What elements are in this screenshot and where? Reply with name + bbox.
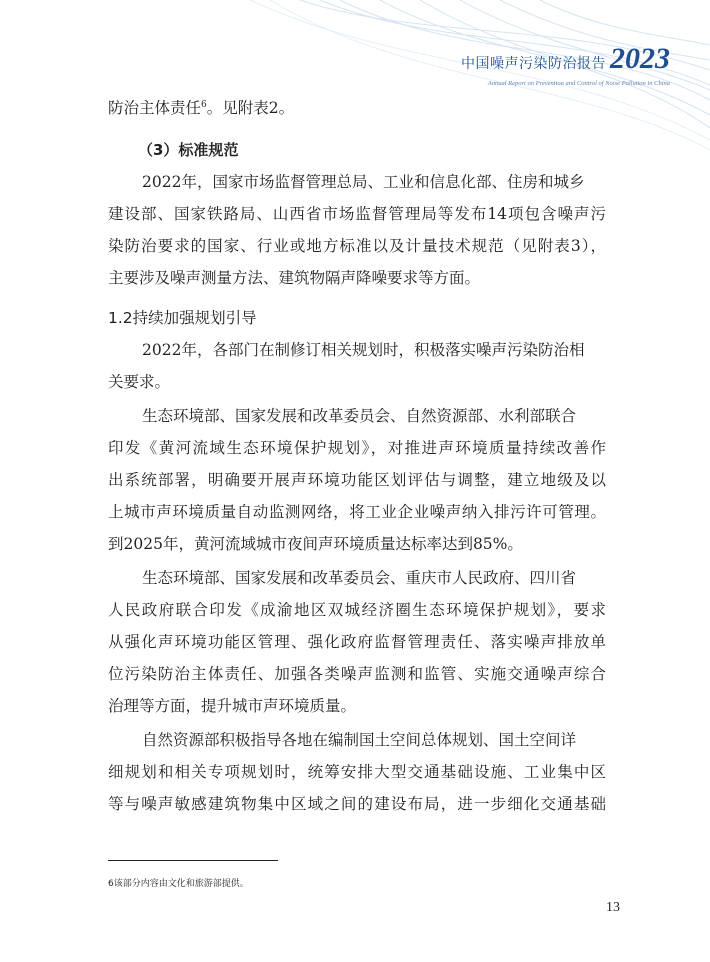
paragraph-line: 生态环境部、国家发展和改革委员会、自然资源部、水利部联合 — [142, 407, 577, 425]
paragraph-line: 生态环境部、国家发展和改革委员会、重庆市人民政府、四川省 — [142, 569, 577, 587]
paragraph-line: 人民政府联合印发《成渝地区双城经济圈生态环境保护规划》，要求 — [108, 601, 606, 619]
paragraph-line: 关要求。 — [108, 373, 171, 391]
paragraph-line: 自然资源部积极指导各地在编制国土空间总体规划、国土空间详 — [142, 731, 577, 749]
paragraph-line: 从强化声环境功能区管理、强化政府监督管理责任、落实噪声排放单 — [108, 633, 606, 651]
paragraph-line: 治理等方面，提升城市声环境质量。 — [108, 697, 357, 715]
report-title: 中国噪声污染防治报告 — [461, 56, 606, 72]
paragraph-line: 建设部、国家铁路局、山西省市场监督管理局等发布14项包含噪声污 — [108, 205, 606, 223]
section-heading: 1.2持续加强规划引导 — [108, 309, 257, 327]
paragraph-line: 印发《黄河流域生态环境保护规划》，对推进声环境质量持续改善作 — [108, 439, 606, 457]
footnote-divider — [108, 860, 278, 861]
paragraph-line: 2022年，各部门在制修订相关规划时，积极落实噪声污染防治相 — [142, 341, 585, 359]
subheading-standards: （3）标准规范 — [138, 141, 239, 159]
paragraph-line: 位污染防治主体责任、加强各类噪声监测和监管、实施交通噪声综合 — [108, 665, 606, 683]
paragraph-line: 出系统部署，明确要开展声环境功能区划评估与调整，建立地级及以 — [108, 471, 606, 489]
page-number: 13 — [606, 900, 620, 915]
footnote: 6该部分内容由文化和旅游部提供。 — [108, 879, 249, 889]
footnote-ref: 6 — [201, 100, 207, 110]
continued-line — [108, 98, 294, 118]
continued-tail: 。见附表2。 — [206, 99, 295, 117]
paragraph-line: 主要涉及噪声测量方法、建筑物隔声降噪要求等方面。 — [108, 269, 481, 287]
paragraph-line: 染防治要求的国家、行业或地方标准以及计量技术规范（见附表3）， — [108, 237, 606, 255]
continued-text: 防治主体责任 — [108, 99, 202, 117]
paragraph-line: 等与噪声敏感建筑物集中区域之间的建设布局，进一步细化交通基础 — [108, 795, 606, 813]
report-year: 2023 — [610, 42, 670, 75]
paragraph-line: 2022年，国家市场监督管理总局、工业和信息化部、住房和城乡 — [142, 173, 585, 191]
paragraph-line: 细规划和相关专项规划时，统筹安排大型交通基础设施、工业集中区 — [108, 763, 606, 781]
paragraph-line: 到2025年，黄河流域城市夜间声环境质量达标率达到85%。 — [108, 535, 523, 553]
report-subtitle: Annual Report on Prevention and Control of Noise Pollution in China — [487, 80, 670, 87]
paragraph-line: 上城市声环境质量自动监测网络，将工业企业噪声纳入排污许可管理。 — [108, 503, 606, 521]
report-header — [461, 44, 670, 74]
